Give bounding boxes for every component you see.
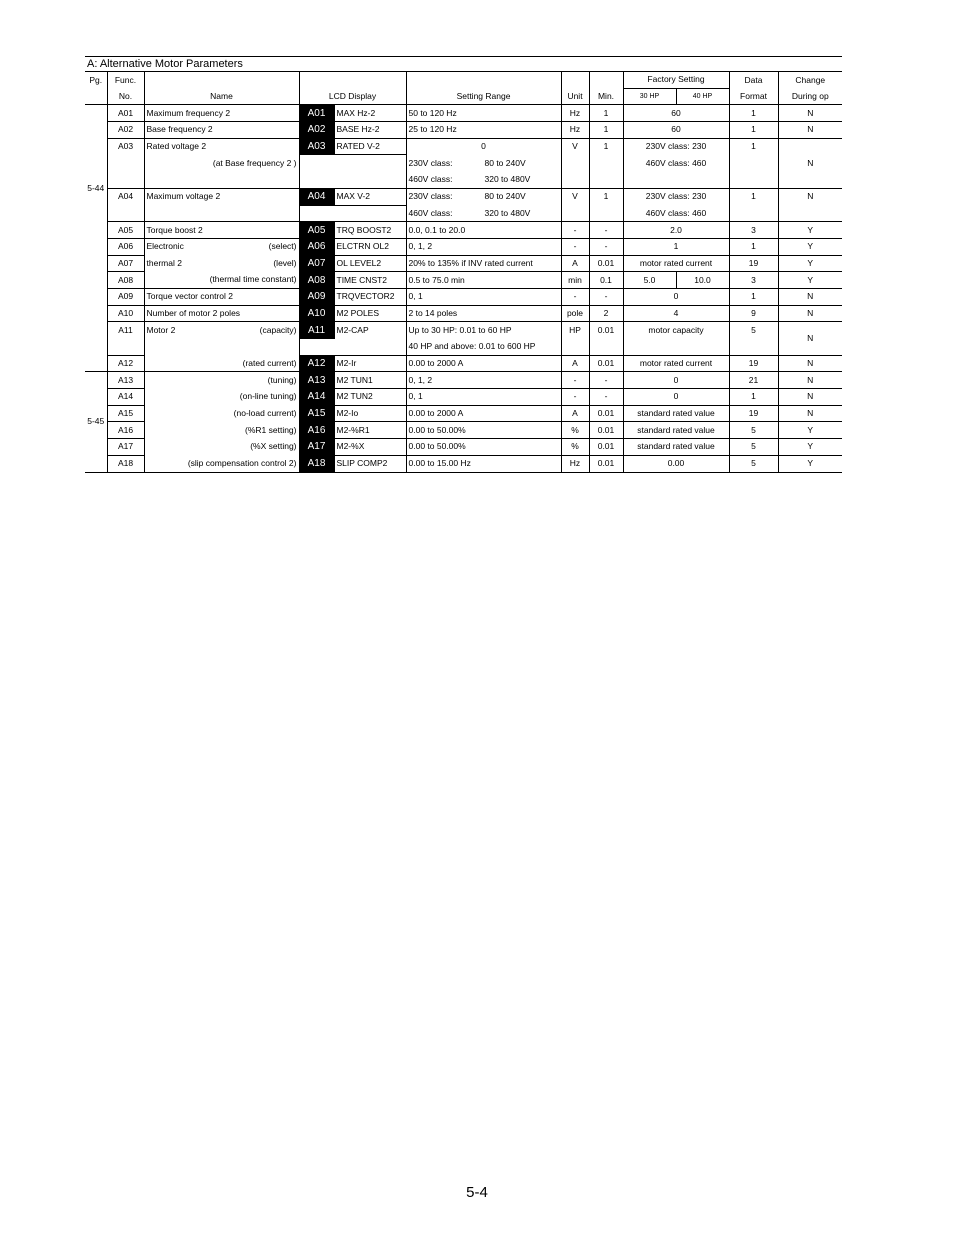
function-code-badge: A14 — [299, 389, 334, 406]
header-row — [85, 72, 842, 89]
function-code-badge: A11 — [299, 322, 334, 339]
lcd-text: TIME CNST2 — [334, 272, 406, 289]
function-code-badge: A10 — [299, 305, 334, 322]
parameter-table: Pg. Func. Factory Setting Data Change No. Name LCD Display Setting Range Unit Min. 30 HP 40 HP Format During op 5-44 A01 Maximum frequency 2 A01 MAX Hz-2 50 to 120 Hz Hz 1 60 1 N A02 Base frequency 2 A02 BASE Hz-2 25 to 120 Hz Hz 1 60 1 N A03 Rated voltage 2 A03 RATED V-2 0 V 1 230V class: 230 1 (at Base frequency 2 ) 230V class: 80 to 240V 460V class: 460 N 460V class: 320 to 480V A04 Maximum voltage 2 A04 MAX V-2 230V class: 80 to 240V V 1 230V class: 230 1 N 460V class: 320 to 480V 460V class: 460 A05 Torque boost 2 A05 TRQ BOOST2 0.0, 0.1 to 20.0 - - 2.0 3 Y A06 Electronic (select) A06 ELCTRN OL2 0, 1, 2 - - 1 1 Y A07 thermal 2 (level) A07 OL LEVEL2 20% to 135% if INV rated current A 0.01 motor rated current 19 Y — [85, 71, 842, 272]
lcd-text: MAX Hz-2 — [334, 105, 406, 122]
table-row: 5-45 A13 (tuning) A13 M2 TUN1 0, 1, 2 - - 0 21 N — [85, 372, 842, 389]
parameter-table-continued: A08 (thermal time constant) A08 TIME CNST2 0.5 to 75.0 min min 0.1 5.0 10.0 3 Y A09 Torque vector control 2 A09 TRQVECTOR2 0, 1 - - 0 1 N A10 Number of motor 2 poles A10 M2 POLES 2 to 14 poles pole 2 4 9 N A11 Motor 2 (capacity) A11 M2-CAP Up to 30 HP: 0.01 to 60 HP HP 0.01 motor capacity 5 40 HP and above: 0.01 to 600 HP N A12 (rated current) A12 M2-Ir 0.00 to 2000 A A 0.01 motor rated current 19 N 5-45 A13 (tuning) A13 M2 TUN1 0, 1, 2 - - 0 21 N A14 (on-line tuning) A14 M2 TUN2 0, 1 - - 0 1 N A15 (no-load current) A15 M2-Io 0.00 to 2000 A A 0.01 standard rated value 19 N A16 (%R1 setting) A16 M2-%R1 0.00 to 50.00% % 0.01 standard rated value 5 Y A17 (%X setting) A17 M2-%X 0.00 to 50.00% % 0.01 standard rated value 5 Y A18 (slip compensation control 2) A18 SLIP COMP2 0.00 to 15.00 Hz Hz 0.01 0.00 5 Y — [85, 271, 842, 472]
lcd-text: TRQVECTOR2 — [334, 288, 406, 305]
lcd-text: M2-Ir — [334, 355, 406, 372]
section-title: A: Alternative Motor Parameters — [85, 56, 842, 71]
table-row: A16 (%R1 setting) A16 M2-%R1 0.00 to 50.00% % 0.01 standard rated value 5 Y — [85, 422, 842, 439]
function-code-badge: A07 — [299, 255, 334, 272]
col-header-change: Change — [778, 72, 842, 89]
table-row: A05 Torque boost 2 A05 TRQ BOOST2 0.0, 0.1 to 20.0 - - 2.0 3 Y — [85, 222, 842, 239]
lcd-text: M2-CAP — [334, 322, 406, 339]
lcd-text: ELCTRN OL2 — [334, 238, 406, 255]
lcd-text: BASE Hz-2 — [334, 122, 406, 139]
page-ref: 5-45 — [85, 372, 107, 472]
table-row: 5-44 A01 Maximum frequency 2 A01 MAX Hz-2 50 to 120 Hz Hz 1 60 1 N — [85, 105, 842, 122]
page-ref: 5-44 — [85, 105, 107, 272]
table-row: A12 (rated current) A12 M2-Ir 0.00 to 2000 A A 0.01 motor rated current 19 N — [85, 355, 842, 372]
lcd-text: RATED V-2 — [334, 138, 406, 155]
table-row: A11 Motor 2 (capacity) A11 M2-CAP Up to 30 HP: 0.01 to 60 HP HP 0.01 motor capacity 5 — [85, 322, 842, 339]
function-code-badge: A02 — [299, 122, 334, 139]
col-header-min: Min. — [589, 88, 623, 105]
col-header-setting-range: Setting Range — [406, 88, 561, 105]
col-header-pg: Pg. — [85, 72, 107, 89]
table-row: A17 (%X setting) A17 M2-%X 0.00 to 50.00% % 0.01 standard rated value 5 Y — [85, 439, 842, 456]
table-row: A15 (no-load current) A15 M2-Io 0.00 to 2000 A A 0.01 standard rated value 19 N — [85, 405, 842, 422]
table-row: A07 thermal 2 (level) A07 OL LEVEL2 20% to 135% if INV rated current A 0.01 motor rated current 19 Y — [85, 255, 842, 272]
table-row: A06 Electronic (select) A06 ELCTRN OL2 0, 1, 2 - - 1 1 Y — [85, 238, 842, 255]
table-row: A02 Base frequency 2 A02 BASE Hz-2 25 to 120 Hz Hz 1 60 1 N — [85, 122, 842, 139]
table-row: A14 (on-line tuning) A14 M2 TUN2 0, 1 - - 0 1 N — [85, 389, 842, 406]
page-number: 5-4 — [466, 1184, 488, 1201]
col-header-30hp: 30 HP — [623, 88, 676, 105]
function-code-badge: A16 — [299, 422, 334, 439]
function-code-badge: A08 — [299, 272, 334, 289]
header-row: No. Name LCD Display Setting Range Unit Min. 30 HP 40 HP Format During op — [85, 88, 842, 105]
function-code-badge: A13 — [299, 372, 334, 389]
function-code-badge: A03 — [299, 138, 334, 155]
function-code-badge: A12 — [299, 355, 334, 372]
col-header-func-no: Func. — [107, 72, 144, 89]
function-code-badge: A04 — [299, 188, 334, 205]
lcd-text: M2-%X — [334, 439, 406, 456]
lcd-text: M2 POLES — [334, 305, 406, 322]
lcd-text: M2 TUN2 — [334, 389, 406, 406]
function-code-badge: A01 — [299, 105, 334, 122]
col-header-40hp: 40 HP — [676, 88, 729, 105]
lcd-text: TRQ BOOST2 — [334, 222, 406, 239]
function-code-badge: A15 — [299, 405, 334, 422]
document-page — [85, 56, 842, 473]
table-row: A18 (slip compensation control 2) A18 SLIP COMP2 0.00 to 15.00 Hz Hz 0.01 0.00 5 Y — [85, 455, 842, 472]
function-code-badge: A17 — [299, 439, 334, 456]
lcd-text: M2-%R1 — [334, 422, 406, 439]
lcd-text: SLIP COMP2 — [334, 455, 406, 472]
col-header-factory-setting: Factory Setting — [623, 72, 729, 89]
table-row: A04 Maximum voltage 2 A04 MAX V-2 230V class: 80 to 240V V 1 230V class: 230 1 N — [85, 188, 842, 205]
table-row: A03 Rated voltage 2 A03 RATED V-2 0 V 1 230V class: 230 1 — [85, 138, 842, 155]
function-code-badge: A06 — [299, 238, 334, 255]
col-header-name: Name — [144, 88, 299, 105]
function-code-badge: A18 — [299, 455, 334, 472]
table-row: A09 Torque vector control 2 A09 TRQVECTOR2 0, 1 - - 0 1 N — [85, 288, 842, 305]
lcd-text: M2 TUN1 — [334, 372, 406, 389]
col-header-unit: Unit — [561, 88, 589, 105]
table-row: A08 (thermal time constant) A08 TIME CNST2 0.5 to 75.0 min min 0.1 5.0 10.0 3 Y — [85, 272, 842, 289]
lcd-text: MAX V-2 — [334, 188, 406, 205]
lcd-text: M2-Io — [334, 405, 406, 422]
lcd-text: OL LEVEL2 — [334, 255, 406, 272]
table-row: A10 Number of motor 2 poles A10 M2 POLES 2 to 14 poles pole 2 4 9 N — [85, 305, 842, 322]
function-code-badge: A05 — [299, 222, 334, 239]
col-header-lcd: LCD Display — [299, 88, 406, 105]
function-code-badge: A09 — [299, 288, 334, 305]
col-header-data-format: Data — [729, 72, 778, 89]
